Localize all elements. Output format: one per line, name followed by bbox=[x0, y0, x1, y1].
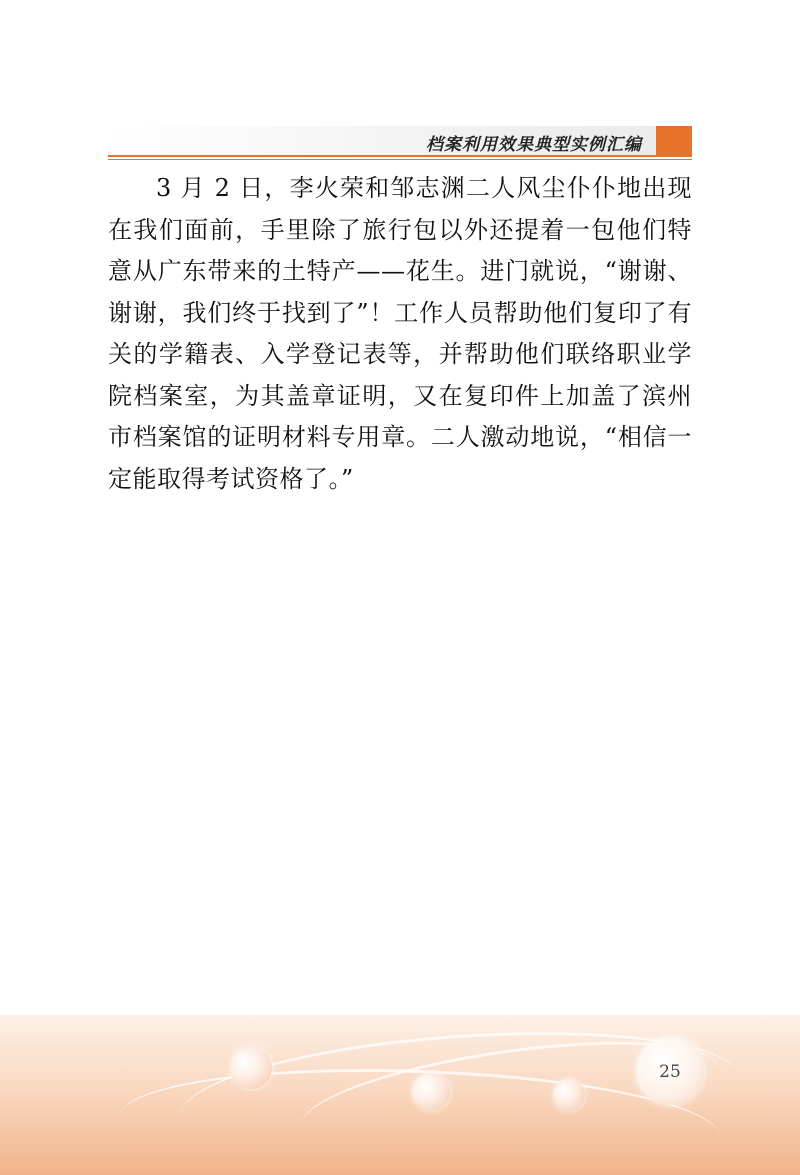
running-header bbox=[108, 126, 692, 160]
header-rule bbox=[108, 155, 692, 157]
body-paragraph: 3 月 2 日，李火荣和邹志渊二人风尘仆仆地出现在我们面前，手里除了旅行包以外还提着一包他们特意从广东带来的土特产——花生。进门就说，“谢谢、谢谢，我们终于找到了”！工作人员帮助他们复印了有关的学籍表、入学登记表等，并帮助他们联络职业学院档案室，为其盖章证明，又在复印件上加盖了滨州市档案馆的证明材料专用章。二人激动地说，“相信一定能取得考试资格了。” bbox=[108, 174, 692, 493]
header-rule-thin bbox=[108, 159, 692, 160]
page-number: 25 bbox=[659, 1062, 681, 1082]
footer-bubble bbox=[553, 1079, 585, 1111]
footer-bubble bbox=[412, 1073, 450, 1111]
header-accent-block bbox=[656, 126, 692, 156]
footer-bubble bbox=[230, 1047, 272, 1089]
header-title: 档案利用效果典型实例汇编 bbox=[426, 135, 642, 155]
